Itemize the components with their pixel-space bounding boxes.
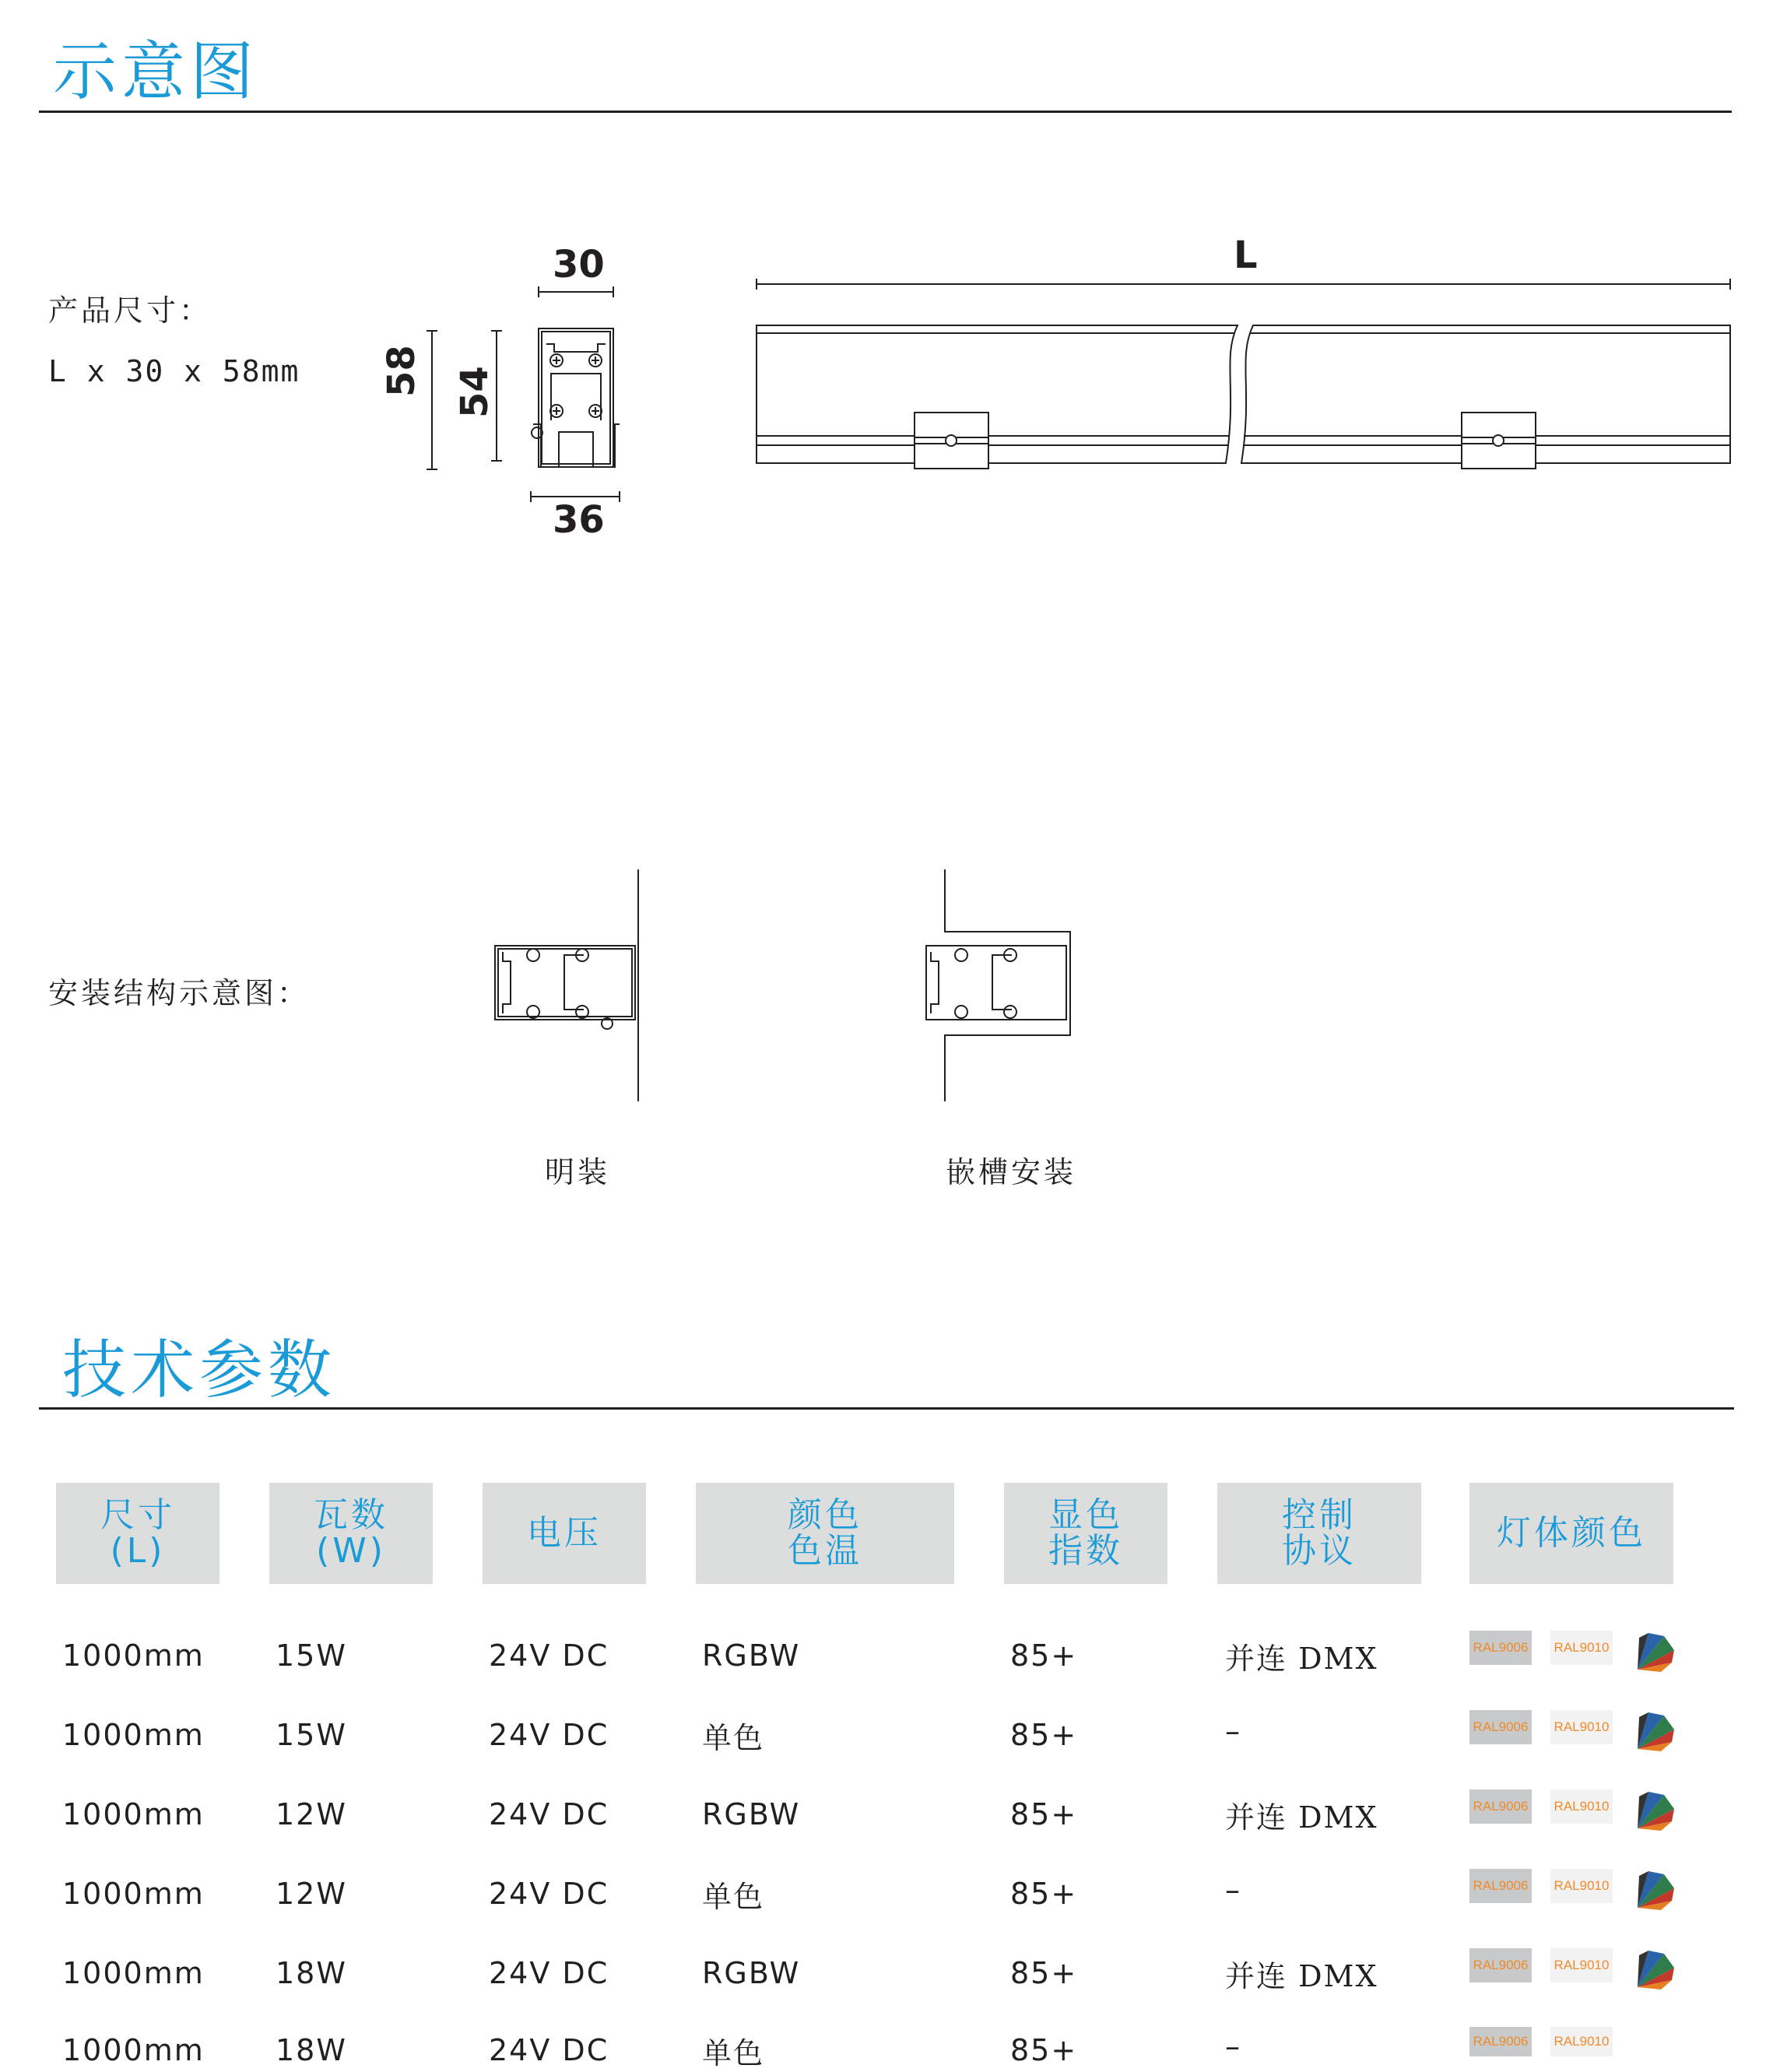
color-fan-icon [1631, 1786, 1678, 1832]
cross-section-drawing [420, 280, 638, 514]
table-row-3-cri: 85+ [1010, 1797, 1078, 1831]
dim-length-L: L [1234, 234, 1258, 277]
header-control-line1: 控制 [1282, 1494, 1357, 1535]
header-size-line2: (L) [110, 1531, 166, 1571]
swatch-ral9006: RAL9006 [1469, 1869, 1532, 1903]
table-row-2-control: – [1225, 1714, 1241, 1748]
table-row-2-cri: 85+ [1010, 1718, 1078, 1752]
specs-section-title: 技术参数 [62, 1333, 337, 1407]
surface-mount-caption: 明装 [545, 1155, 611, 1189]
header-size [56, 1483, 219, 1584]
swatch-ral9006: RAL9006 [1469, 1948, 1532, 1982]
table-row-4-color: 单色 [702, 1880, 765, 1914]
table-row-3-control: 并连 DMX [1225, 1800, 1378, 1835]
header-size-line1: 尺寸 [100, 1494, 175, 1535]
table-row-4-size: 1000mm [62, 1877, 205, 1911]
swatch-ral9010: RAL9010 [1550, 2027, 1613, 2056]
table-row-5-voltage: 24V DC [489, 1956, 609, 1990]
diagram-section-title: 示意图 [53, 35, 259, 109]
surface-mount-drawing [490, 868, 646, 1105]
swatch-ral9006: RAL9006 [1469, 1631, 1532, 1665]
table-row-6-voltage: 24V DC [489, 2033, 609, 2067]
swatch-ral9010: RAL9010 [1550, 1789, 1613, 1824]
product-size-value: L x 30 x 58mm [48, 354, 300, 388]
swatch-ral9010: RAL9010 [1550, 1869, 1613, 1903]
table-row-1-color: RGBW [702, 1638, 801, 1673]
side-view-drawing [755, 272, 1736, 475]
table-row-3-color: RGBW [702, 1797, 801, 1831]
color-fan-icon [1631, 1865, 1678, 1912]
table-row-1-cri: 85+ [1010, 1638, 1078, 1673]
table-row-2-watt: 15W [276, 1718, 347, 1752]
swatch-ral9006: RAL9006 [1469, 1710, 1532, 1744]
table-row-6-size: 1000mm [62, 2033, 205, 2067]
color-fan-icon [1631, 1706, 1678, 1753]
header-watt-line1: 瓦数 [314, 1494, 388, 1535]
product-size-label: 产品尺寸： [48, 293, 212, 328]
header-body-color [1469, 1483, 1673, 1584]
dim-height-54: 54 [453, 366, 497, 418]
header-watt [269, 1483, 433, 1584]
header-control [1217, 1483, 1421, 1584]
recessed-mount-caption: 嵌槽安装 [946, 1155, 1077, 1189]
table-row-3-watt: 12W [276, 1797, 347, 1831]
table-row-1-control: 并连 DMX [1225, 1642, 1378, 1676]
header-cri [1004, 1483, 1167, 1584]
recessed-mount-drawing [918, 868, 1074, 1105]
table-row-6-watt: 18W [276, 2033, 347, 2067]
header-voltage-line1: 电压 [527, 1512, 602, 1553]
table-row-4-cri: 85+ [1010, 1877, 1078, 1911]
swatch-ral9010: RAL9010 [1550, 1631, 1613, 1665]
header-watt-line2: (W) [316, 1531, 386, 1571]
title-rule [39, 111, 1732, 113]
dim-height-58: 58 [380, 345, 423, 397]
swatch-ral9010: RAL9010 [1550, 1710, 1613, 1744]
color-fan-icon [1631, 1627, 1678, 1673]
table-row-1-voltage: 24V DC [489, 1638, 609, 1673]
install-label: 安装结构示意图： [48, 976, 311, 1010]
specs-title-rule [39, 1407, 1734, 1410]
table-row-5-control: 并连 DMX [1225, 1959, 1378, 1993]
table-row-1-watt: 15W [276, 1638, 347, 1673]
header-body-color-line1: 灯体颜色 [1497, 1512, 1646, 1553]
swatch-ral9010: RAL9010 [1550, 1948, 1613, 1982]
table-row-4-control: – [1225, 1873, 1241, 1907]
table-row-5-color: RGBW [702, 1956, 801, 1990]
dim-bottom-36: 36 [553, 498, 605, 542]
table-row-4-voltage: 24V DC [489, 1877, 609, 1911]
swatch-ral9006: RAL9006 [1469, 1789, 1532, 1824]
table-row-6-control: – [1225, 2029, 1241, 2063]
table-row-5-watt: 18W [276, 1956, 347, 1990]
header-cri-line1: 显色 [1048, 1494, 1123, 1535]
table-row-3-size: 1000mm [62, 1797, 205, 1831]
header-color-line2: 色温 [788, 1531, 862, 1571]
header-color-line1: 颜色 [788, 1494, 862, 1535]
table-row-2-color: 单色 [702, 1721, 765, 1755]
swatch-ral9006: RAL9006 [1469, 2027, 1532, 2056]
dim-top-30: 30 [553, 243, 605, 286]
header-voltage [483, 1483, 646, 1584]
table-row-5-cri: 85+ [1010, 1956, 1078, 1990]
header-control-line2: 协议 [1282, 1531, 1357, 1571]
table-row-2-voltage: 24V DC [489, 1718, 609, 1752]
color-fan-icon [1631, 1944, 1678, 1991]
table-row-2-size: 1000mm [62, 1718, 205, 1752]
table-row-6-color: 单色 [702, 2036, 765, 2070]
header-cri-line2: 指数 [1048, 1531, 1123, 1571]
table-row-6-cri: 85+ [1010, 2033, 1078, 2067]
table-row-4-watt: 12W [276, 1877, 347, 1911]
table-row-5-size: 1000mm [62, 1956, 205, 1990]
header-color [696, 1483, 954, 1584]
table-row-1-size: 1000mm [62, 1638, 205, 1673]
table-row-3-voltage: 24V DC [489, 1797, 609, 1831]
